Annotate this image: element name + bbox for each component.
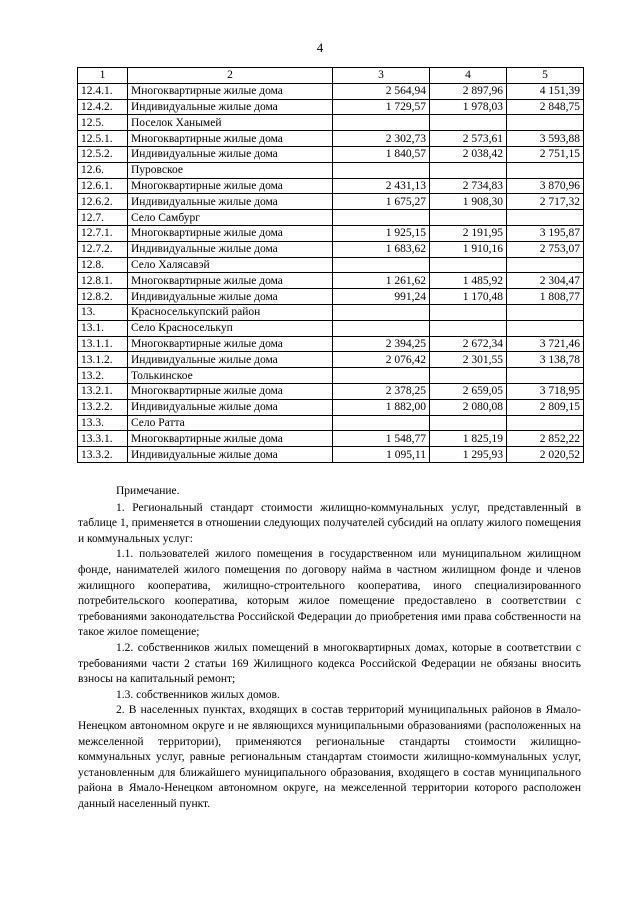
- table-row: [78, 368, 584, 384]
- value-col3-cell: [333, 320, 430, 336]
- value-col5-cell: 2 753,07: [507, 241, 584, 257]
- row-name-cell: Многоквартирные жилые дома: [128, 83, 333, 99]
- table-row: [78, 210, 584, 226]
- row-number-cell: 13.: [78, 304, 128, 320]
- row-name-cell: Индивидуальные жилые дома: [128, 289, 333, 305]
- row-name-cell: Красноселькупский район: [128, 304, 333, 320]
- value-col4-cell: 1 170,48: [430, 289, 507, 305]
- value-col5-cell: 2 020,52: [507, 447, 584, 463]
- value-col5-cell: 3 870,96: [507, 178, 584, 194]
- row-name-cell: Поселок Ханымей: [128, 115, 333, 131]
- value-col4-cell: 2 301,55: [430, 352, 507, 368]
- value-col3-cell: 1 675,27: [333, 194, 430, 210]
- row-name-cell: Многоквартирные жилые дома: [128, 431, 333, 447]
- value-col4-cell: [430, 368, 507, 384]
- value-col3-cell: [333, 210, 430, 226]
- value-col3-cell: 2 431,13: [333, 178, 430, 194]
- row-number-cell: 13.1.2.: [78, 352, 128, 368]
- row-number-cell: 13.1.1.: [78, 336, 128, 352]
- value-col5-cell: [507, 115, 584, 131]
- table-row: [78, 383, 584, 399]
- value-col5-cell: 4 151,39: [507, 83, 584, 99]
- row-number-cell: 13.3.1.: [78, 431, 128, 447]
- row-name-cell: Село Красноселькуп: [128, 320, 333, 336]
- value-col5-cell: [507, 368, 584, 384]
- value-col4-cell: 1 825,19: [430, 431, 507, 447]
- value-col3-cell: 2 076,42: [333, 352, 430, 368]
- value-col3-cell: 1 925,15: [333, 225, 430, 241]
- value-col5-cell: 2 848,75: [507, 99, 584, 115]
- row-name-cell: Индивидуальные жилые дома: [128, 399, 333, 415]
- value-col4-cell: 1 908,30: [430, 194, 507, 210]
- table-row: [78, 289, 584, 305]
- table-row: [78, 99, 584, 115]
- table-header-row: [78, 68, 584, 84]
- table-row: [78, 399, 584, 415]
- header-cell-5: 5: [507, 68, 584, 84]
- row-name-cell: Индивидуальные жилые дома: [128, 194, 333, 210]
- table-row: [78, 257, 584, 273]
- page-number: 4: [316, 40, 324, 55]
- table-row: [78, 336, 584, 352]
- row-name-cell: Индивидуальные жилые дома: [128, 99, 333, 115]
- value-col5-cell: 2 304,47: [507, 273, 584, 289]
- value-col4-cell: 2 897,96: [430, 83, 507, 99]
- header-cell-1: 1: [78, 68, 128, 84]
- table-row: [78, 131, 584, 147]
- value-col5-cell: 2 717,32: [507, 194, 584, 210]
- value-col4-cell: [430, 320, 507, 336]
- value-col4-cell: [430, 415, 507, 431]
- row-name-cell: Пуровское: [128, 162, 333, 178]
- row-number-cell: 12.4.1.: [78, 83, 128, 99]
- note-title: Примечание.: [116, 485, 180, 497]
- row-name-cell: Индивидуальные жилые дома: [128, 447, 333, 463]
- value-col3-cell: 2 302,73: [333, 131, 430, 147]
- row-name-cell: Индивидуальные жилые дома: [128, 241, 333, 257]
- table-row: [78, 352, 584, 368]
- value-col3-cell: [333, 115, 430, 131]
- value-col4-cell: 1 295,93: [430, 447, 507, 463]
- value-col3-cell: 2 394,25: [333, 336, 430, 352]
- table-row: [78, 273, 584, 289]
- rates-table: [77, 67, 584, 463]
- value-col4-cell: [430, 162, 507, 178]
- value-col3-cell: 991,24: [333, 289, 430, 305]
- row-number-cell: 12.4.2.: [78, 99, 128, 115]
- table-row: [78, 241, 584, 257]
- value-col4-cell: 2 191,95: [430, 225, 507, 241]
- header-cell-3: 3: [333, 68, 430, 84]
- row-number-cell: 13.2.2.: [78, 399, 128, 415]
- rates-table-body: [78, 68, 584, 463]
- table-row: [78, 304, 584, 320]
- value-col4-cell: [430, 257, 507, 273]
- value-col4-cell: 2 672,34: [430, 336, 507, 352]
- value-col3-cell: 1 548,77: [333, 431, 430, 447]
- row-number-cell: 13.3.: [78, 415, 128, 431]
- table-row: [78, 447, 584, 463]
- row-number-cell: 12.7.1.: [78, 225, 128, 241]
- value-col5-cell: 3 138,78: [507, 352, 584, 368]
- value-col3-cell: 1 840,57: [333, 146, 430, 162]
- row-name-cell: Село Ратта: [128, 415, 333, 431]
- value-col4-cell: [430, 210, 507, 226]
- table-row: [78, 115, 584, 131]
- note-section: [78, 484, 581, 812]
- row-name-cell: Село Халясавэй: [128, 257, 333, 273]
- note-paragraph-1-2: 1.2. собственников жилых помещений в многоквартирных домах, которые в соответствии с требованиями части 2 статьи 169 Жилищного кодекса Российской Федерации не обязаны вносить взносы на капитальный ремонт;: [78, 641, 581, 686]
- value-col5-cell: 3 593,88: [507, 131, 584, 147]
- table-row: [78, 194, 584, 210]
- note-paragraph-1: 1. Региональный стандарт стоимости жилищно-коммунальных услуг, представленный в таблице 1, применяется в отношении следующих получателей субсидий на оплату жилого помещения и коммунальных услуг:: [78, 501, 581, 545]
- table-row: [78, 431, 584, 447]
- row-name-cell: Многоквартирные жилые дома: [128, 178, 333, 194]
- table-row: [78, 320, 584, 336]
- value-col5-cell: 2 809,15: [507, 399, 584, 415]
- value-col5-cell: 3 718,95: [507, 383, 584, 399]
- table-row: [78, 225, 584, 241]
- value-col3-cell: [333, 304, 430, 320]
- row-name-cell: Индивидуальные жилые дома: [128, 352, 333, 368]
- value-col5-cell: [507, 304, 584, 320]
- value-col3-cell: [333, 257, 430, 273]
- value-col5-cell: [507, 257, 584, 273]
- value-col3-cell: 1 729,57: [333, 99, 430, 115]
- value-col4-cell: [430, 304, 507, 320]
- row-name-cell: Многоквартирные жилые дома: [128, 336, 333, 352]
- row-name-cell: Многоквартирные жилые дома: [128, 225, 333, 241]
- row-number-cell: 13.2.1.: [78, 383, 128, 399]
- row-number-cell: 12.5.2.: [78, 146, 128, 162]
- row-number-cell: 12.8.: [78, 257, 128, 273]
- note-paragraph-1-1: 1.1. пользователей жилого помещения в государственном или муниципальном жилищном фонде, нанимателей жилого помещения по договору найма в частном жилищном фонде и членов жилищного кооператива, жилищно-строительного кооператива, иного специализированного потребительского кооператива, которым жилое помещение предоставлено в соответствии с требованиями законодательства Российской Федерации до приобретения ими права собственности на такое жилое помещение;: [78, 548, 581, 639]
- table-row: [78, 178, 584, 194]
- value-col3-cell: 2 378,25: [333, 383, 430, 399]
- row-name-cell: Индивидуальные жилые дома: [128, 146, 333, 162]
- row-number-cell: 12.6.1.: [78, 178, 128, 194]
- value-col3-cell: 1 882,00: [333, 399, 430, 415]
- value-col5-cell: [507, 320, 584, 336]
- row-name-cell: Многоквартирные жилые дома: [128, 273, 333, 289]
- row-number-cell: 12.7.: [78, 210, 128, 226]
- value-col3-cell: [333, 415, 430, 431]
- table-row: [78, 146, 584, 162]
- table-row: [78, 83, 584, 99]
- value-col4-cell: 2 038,42: [430, 146, 507, 162]
- value-col3-cell: 1 095,11: [333, 447, 430, 463]
- value-col3-cell: 1 261,62: [333, 273, 430, 289]
- value-col4-cell: 2 080,08: [430, 399, 507, 415]
- row-name-cell: Толькинское: [128, 368, 333, 384]
- value-col4-cell: 2 734,83: [430, 178, 507, 194]
- header-cell-2: 2: [128, 68, 333, 84]
- value-col4-cell: [430, 115, 507, 131]
- row-name-cell: Многоквартирные жилые дома: [128, 131, 333, 147]
- value-col5-cell: [507, 210, 584, 226]
- row-number-cell: 13.3.2.: [78, 447, 128, 463]
- value-col5-cell: 2 751,15: [507, 146, 584, 162]
- value-col5-cell: [507, 415, 584, 431]
- value-col5-cell: 1 808,77: [507, 289, 584, 305]
- row-number-cell: 12.8.1.: [78, 273, 128, 289]
- value-col3-cell: 2 564,94: [333, 83, 430, 99]
- row-number-cell: 12.5.: [78, 115, 128, 131]
- row-name-cell: Многоквартирные жилые дома: [128, 383, 333, 399]
- row-number-cell: 12.7.2.: [78, 241, 128, 257]
- row-number-cell: 12.6.: [78, 162, 128, 178]
- table-row: [78, 415, 584, 431]
- value-col4-cell: 1 485,92: [430, 273, 507, 289]
- value-col3-cell: [333, 368, 430, 384]
- table-row: [78, 162, 584, 178]
- note-paragraph-1-3: 1.3. собственников жилых домов.: [116, 688, 280, 701]
- value-col5-cell: 2 852,22: [507, 431, 584, 447]
- value-col3-cell: 1 683,62: [333, 241, 430, 257]
- note-paragraph-2: 2. В населенных пунктах, входящих в состав территорий муниципальных районов в Ямало-Ненецком автономном округе и не являющихся муниципальными образованиями (расположенных на межселенной территории), применяются региональные стандарты стоимости жилищно-коммунальных услуг, равные региональным стандартам стоимости жилищно-коммунальных услуг, установленным для ближайшего муниципального образования, входящего в состав муниципального района в Ямало-Ненецком автономном округе, на межселенной территории которого расположен данный населенный пункт.: [78, 704, 581, 810]
- header-cell-4: 4: [430, 68, 507, 84]
- row-number-cell: 13.1.: [78, 320, 128, 336]
- value-col5-cell: [507, 162, 584, 178]
- value-col4-cell: 1 978,03: [430, 99, 507, 115]
- value-col4-cell: 2 659,05: [430, 383, 507, 399]
- value-col3-cell: [333, 162, 430, 178]
- row-number-cell: 12.5.1.: [78, 131, 128, 147]
- row-name-cell: Село Самбург: [128, 210, 333, 226]
- row-number-cell: 13.2.: [78, 368, 128, 384]
- value-col4-cell: 1 910,16: [430, 241, 507, 257]
- value-col5-cell: 3 195,87: [507, 225, 584, 241]
- row-number-cell: 12.8.2.: [78, 289, 128, 305]
- value-col5-cell: 3 721,46: [507, 336, 584, 352]
- row-number-cell: 12.6.2.: [78, 194, 128, 210]
- value-col4-cell: 2 573,61: [430, 131, 507, 147]
